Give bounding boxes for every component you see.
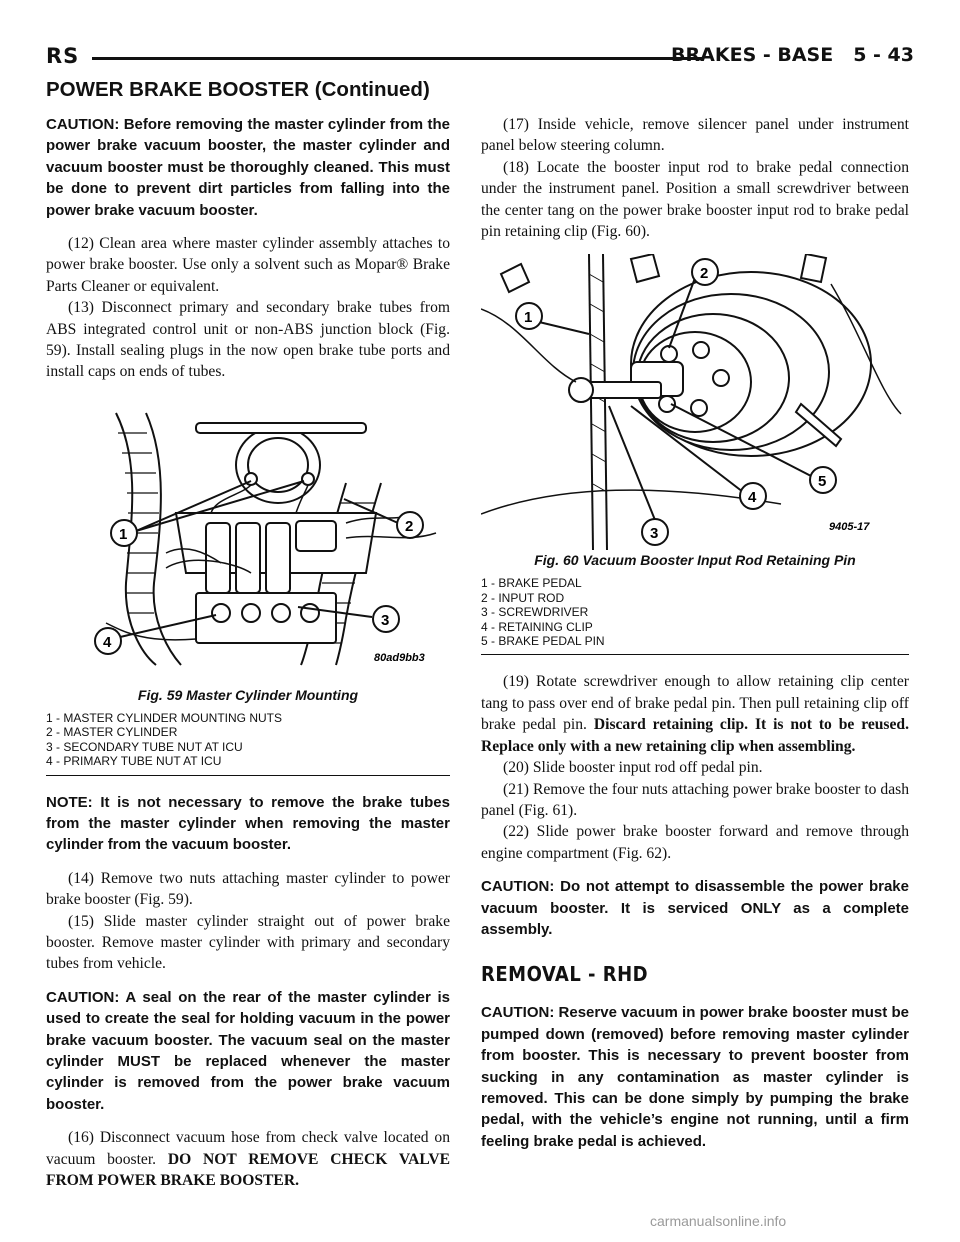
step-16	[46, 1127, 450, 1191]
fig60-callout-4: 4	[748, 489, 757, 507]
fig59-callout-1: 1	[119, 525, 128, 543]
figure-60-caption: Fig. 60 Vacuum Booster Input Rod Retaining Pin	[534, 552, 856, 569]
step-19-warning: Discard retaining clip. It is not to be reused. Replace only with a new retaining clip when assembling.	[481, 716, 909, 755]
fig60-callout-3: 3	[650, 525, 659, 543]
fig60-callout-1: 1	[524, 309, 533, 327]
figure-59-illustration	[46, 403, 450, 685]
fig60-code: 9405-17	[829, 521, 870, 534]
fig59-legend-3: 3 - SECONDARY TUBE NUT AT ICU	[46, 739, 243, 754]
header-section: BRAKES - BASE	[671, 44, 834, 66]
step-16-warning: DO NOT REMOVE CHECK VALVE FROM POWER BRAKE BOOSTER.	[46, 1150, 450, 1189]
step-19	[481, 671, 909, 757]
header-right	[671, 44, 914, 66]
step-19-text: (19) Rotate screwdriver enough to allow retaining clip center tang to pass over end of brake pedal pin. Then pull retaining clip off brake pedal pin.	[481, 673, 909, 734]
step-22: (22) Slide power brake booster forward and remove through engine compartment (Fig. 62).	[481, 823, 909, 862]
step-20: (20) Slide booster input rod off pedal pin.	[503, 759, 763, 777]
step-12: (12) Clean area where master cylinder assembly attaches to power brake booster. Use only a solvent such as Mopar® Brake Parts Cleaner or equivalent.	[46, 235, 450, 295]
fig59-callout-3: 3	[381, 611, 390, 629]
fig60-legend-1: 1 - BRAKE PEDAL	[481, 576, 582, 591]
fig60-legend-2: 2 - INPUT ROD	[481, 590, 565, 605]
page-header	[46, 44, 914, 74]
fig60-legend-3: 3 - SCREWDRIVER	[481, 605, 589, 620]
caution-vacuum-seal: CAUTION: A seal on the rear of the master cylinder is used to create the seal for holding vacuum in the power brake vacuum booster. The vacuum seal on the master cylinder MUST be replaced whenever the master cylinder is removed from the power brake vacuum booster.	[46, 988, 450, 1113]
step-13: (13) Disconnect primary and secondary brake tubes from ABS integrated control unit or non-ABS junction block (Fig. 59). Install sealing plugs in the now open brake tube ports and install caps on ends of tubes.	[46, 299, 450, 381]
figure-60	[481, 254, 909, 655]
figure-60-rule	[481, 654, 909, 655]
step-17: (17) Inside vehicle, remove silencer panel under instrument panel below steering column.	[481, 116, 909, 155]
step-21: (21) Remove the four nuts attaching power brake booster to dash panel (Fig. 61).	[481, 780, 909, 819]
figure-59-rule	[46, 775, 450, 776]
note-brake-tubes: NOTE: It is not necessary to remove the brake tubes from the master cylinder when removing the master cylinder from the vacuum booster.	[46, 793, 450, 854]
continued-title: POWER BRAKE BOOSTER (Continued)	[46, 78, 430, 101]
fig60-legend-4: 4 - RETAINING CLIP	[481, 619, 593, 634]
fig60-legend-5: 5 - BRAKE PEDAL PIN	[481, 634, 605, 649]
section-heading-removal-rhd: REMOVAL - RHD	[481, 962, 649, 987]
header-model-code: RS	[46, 44, 80, 68]
caution-reserve-vacuum: CAUTION: Reserve vacuum in power brake booster must be pumped down (removed) before removing master cylinder from booster. This is necessary to prevent booster from sucking in any contamination as master cylinder is removed. This can be done simply by pumping the brake pedal, with the vehicle’s engine not running, until a firm feeling brake pedal is achieved.	[481, 1004, 909, 1150]
fig59-legend-4: 4 - PRIMARY TUBE NUT AT ICU	[46, 754, 222, 769]
fig59-callout-4: 4	[103, 633, 112, 651]
right-column	[481, 114, 909, 1152]
step-16-text: (16) Disconnect vacuum hose from check valve located on vacuum booster.	[46, 1129, 450, 1168]
step-14: (14) Remove two nuts attaching master cylinder to power brake booster (Fig. 59).	[46, 869, 450, 909]
step-15: (15) Slide master cylinder straight out of power brake booster. Remove master cylinder with primary and secondary tubes from vehicle.	[46, 912, 450, 973]
fig59-code: 80ad9bb3	[374, 651, 425, 664]
watermark: carmanualsonline.info	[650, 1213, 787, 1229]
figure-60-illustration	[481, 254, 909, 550]
left-column	[46, 114, 450, 1191]
header-rule	[92, 57, 702, 60]
fig60-callout-5: 5	[818, 473, 827, 491]
caution-clean: CAUTION: Before removing the master cylinder from the power brake vacuum booster, the master cylinder and vacuum booster must be thoroughly cleaned. This must be done to prevent dirt particles from falling into the power brake vacuum booster.	[46, 116, 450, 219]
fig59-callout-2: 2	[405, 517, 414, 535]
fig59-legend-1: 1 - MASTER CYLINDER MOUNTING NUTS	[46, 710, 283, 725]
fig60-callout-2: 2	[700, 265, 709, 283]
figure-59	[46, 403, 450, 776]
figure-59-caption: Fig. 59 Master Cylinder Mounting	[137, 686, 359, 703]
fig59-legend-2: 2 - MASTER CYLINDER	[46, 725, 178, 740]
caution-no-disassemble: CAUTION: Do not attempt to disassemble the power brake vacuum booster. It is serviced ONLY as a complete assembly.	[481, 878, 909, 938]
header-page-number: 5 - 43	[853, 44, 914, 66]
step-18: (18) Locate the booster input rod to brake pedal connection under the instrument panel. Position a small screwdriver between the center tang on the power brake booster input rod to brake pedal pin retaining clip (Fig. 60).	[481, 158, 909, 241]
